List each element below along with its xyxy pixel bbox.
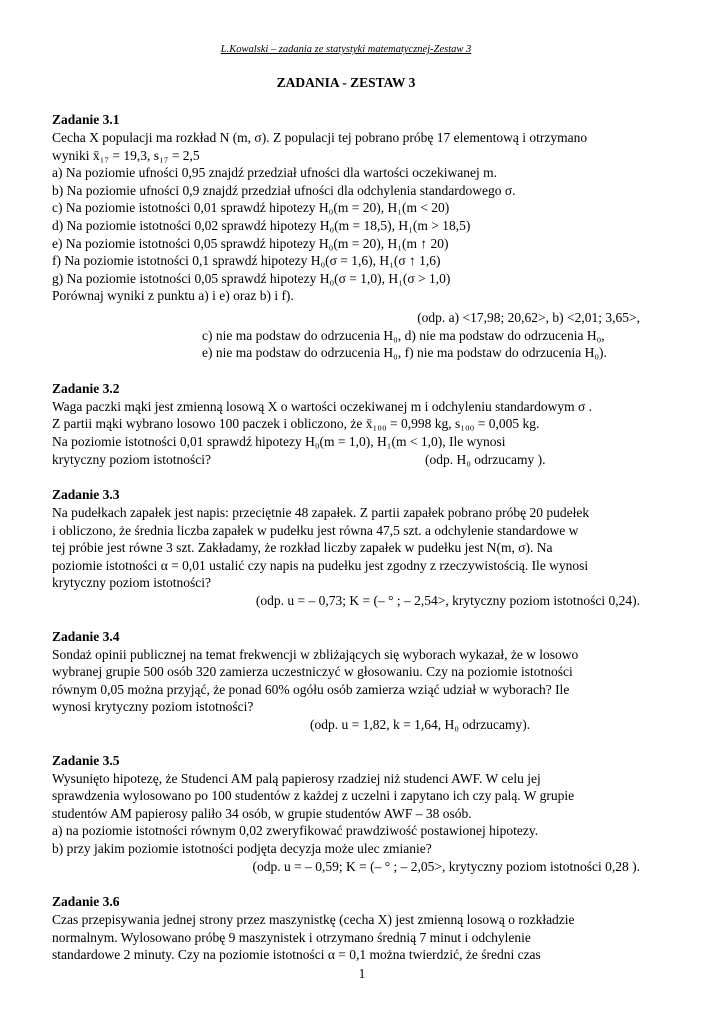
- task-line: Z partii mąki wybrano losowo 100 paczek i obliczono, że x̄₁₀₀ = 0,998 kg, s₁₀₀ = 0,005 kg.: [52, 416, 540, 432]
- task-line: studentów AM papierosy paliło 34 osób, w grupie studentów AWF – 38 osób.: [52, 805, 472, 821]
- answer-line: (odp. u = – 0,59; K = (– ° ; – 2,05>, krytyczny poziom istotności 0,28 ).: [252, 858, 640, 874]
- task-item-e: e) Na poziomie istotności 0,05 sprawdź hipotezy H₀(m = 20), H₁(m ↑ 20): [52, 235, 449, 251]
- task-3-4: [52, 628, 640, 734]
- answer-line: (odp. a) <17,98; 20,62>, b) <2,01; 3,65>,: [417, 309, 640, 325]
- task-line: normalnym. Wylosowano próbę 9 maszynistek i otrzymano średnią 7 minut i odchylenie: [52, 929, 531, 945]
- task-3-5: [52, 752, 640, 876]
- task-item-f: f) Na poziomie istotności 0,1 sprawdź hipotezy H₀(σ = 1,6), H₁(σ ↑ 1,6): [52, 253, 441, 269]
- task-line: równym 0,05 można przyjąć, że ponad 60% ogółu osób zamierza wziąć udział w wyborach? Ile: [52, 681, 570, 697]
- task-line: krytyczny poziom istotności?: [52, 575, 211, 591]
- task-line: Na poziomie istotności 0,01 sprawdź hipotezy H₀(m = 1,0), H₁(m < 1,0), Ile wynosi: [52, 433, 506, 449]
- task-item-a: a) na poziomie istotności równym 0,02 zweryfikować prawdziwość postawionej hipotezy.: [52, 823, 539, 839]
- task-title: Zadanie 3.2: [52, 380, 120, 396]
- task-title: Zadanie 3.4: [52, 628, 120, 644]
- task-line: wyniki x̄₁₇ = 19,3, s₁₇ = 2,5: [52, 147, 200, 163]
- task-item-g: g) Na poziomie istotności 0,05 sprawdź hipotezy H₀(σ = 1,0), H₁(σ > 1,0): [52, 270, 451, 286]
- task-title: Zadanie 3.3: [52, 487, 120, 503]
- task-line: wybranej grupie 500 osób 320 zamierza uczestniczyć w głosowaniu. Czy na poziomie istotności: [52, 664, 573, 680]
- task-line: Sondaż opinii publicznej na temat frekwencji w zbliżających się wyborach wykazał, że w losowo: [52, 646, 579, 662]
- document-title: ZADANIA - ZESTAW 3: [276, 75, 416, 90]
- task-line-text: krytyczny poziom istotności?: [52, 451, 211, 467]
- task-line: Cecha X populacji ma rozkład N (m, σ). Z populacji tej pobrano próbę 17 elementową i otrzymano: [52, 130, 588, 145]
- task-3-2: [52, 380, 640, 468]
- running-header: L.Kowalski – zadania ze statystyki matematycznej-Zestaw 3: [220, 44, 472, 55]
- task-line: [52, 451, 640, 469]
- task-line: standardowe 2 minuty. Czy na poziomie istotności α = 0,1 można twierdzić, że średni czas: [52, 947, 541, 963]
- answer-inline: (odp. H₀ odrzucamy ).: [424, 451, 546, 467]
- task-item-c: c) Na poziomie istotności 0,01 sprawdź hipotezy H₀(m = 20), H₁(m < 20): [52, 200, 450, 216]
- task-line: Na pudełkach zapałek jest napis: przeciętnie 48 zapałek. Z partii zapałek pobrano próbę 20 pudełek: [52, 505, 590, 521]
- task-line: poziomie istotności α = 0,01 ustalić czy napis na pudełku jest zgodny z rzeczywistością. Ile wynosi: [52, 557, 589, 573]
- answer-line: c) nie ma podstaw do odrzucenia H₀, d) nie ma podstaw do odrzucenia H₀,: [202, 327, 605, 343]
- task-line: sprawdzenia wylosowano po 100 studentów z każdej z uczelni i zapytano ich czy palą. W grupie: [52, 788, 575, 804]
- page-number: 1: [358, 966, 366, 981]
- task-title: Zadanie 3.6: [52, 894, 120, 910]
- task-item-a: a) Na poziomie ufności 0,95 znajdź przedział ufności dla wartości oczekiwanej m.: [52, 165, 497, 181]
- task-line: wynosi krytyczny poziom istotności?: [52, 699, 254, 715]
- document-page: [52, 44, 640, 982]
- task-line: Czas przepisywania jednej strony przez maszynistkę (cecha X) jest zmienną losową o rozkładzie: [52, 912, 575, 928]
- task-title: Zadanie 3.1: [52, 112, 120, 127]
- task-line: tej próbie jest równe 3 szt. Zakładamy, że rozkład liczby zapałek w pudełku jest N(m, σ). Na: [52, 540, 553, 556]
- task-3-1: [52, 111, 640, 362]
- answer-line: e) nie ma podstaw do odrzucenia H₀, f) nie ma podstaw do odrzucenia H₀).: [202, 345, 607, 361]
- answer-line: (odp. u = – 0,73; K = (– ° ; – 2,54>, krytyczny poziom istotności 0,24).: [255, 593, 640, 609]
- task-item-d: d) Na poziomie istotności 0,02 sprawdź hipotezy H₀(m = 18,5), H₁(m > 18,5): [52, 217, 471, 233]
- task-item-b: b) Na poziomie ufności 0,9 znajdź przedział ufności dla odchylenia standardowego σ.: [52, 182, 516, 198]
- task-line: Waga paczki mąki jest zmienną losową X o wartości oczekiwanej m i odchyleniu standardowym σ .: [52, 398, 593, 414]
- answer-line: (odp. u = 1,82, k = 1,64, H₀ odrzucamy).: [310, 717, 531, 733]
- task-line: Porównaj wyniki z punktu a) i e) oraz b) i f).: [52, 288, 294, 304]
- task-line: i obliczono, że średnia liczba zapałek w pudełku jest równa 47,5 szt. a odchylenie standardowe w: [52, 522, 579, 538]
- task-title: Zadanie 3.5: [52, 752, 120, 768]
- task-item-b: b) przy jakim poziomie istotności podjęta decyzja może ulec zmianie?: [52, 841, 432, 856]
- task-line: Wysunięto hipotezę, że Studenci AM palą papierosy rzadziej niż studenci AWF. W celu jej: [52, 770, 541, 786]
- task-3-3: [52, 486, 640, 610]
- task-3-6: [52, 893, 640, 964]
